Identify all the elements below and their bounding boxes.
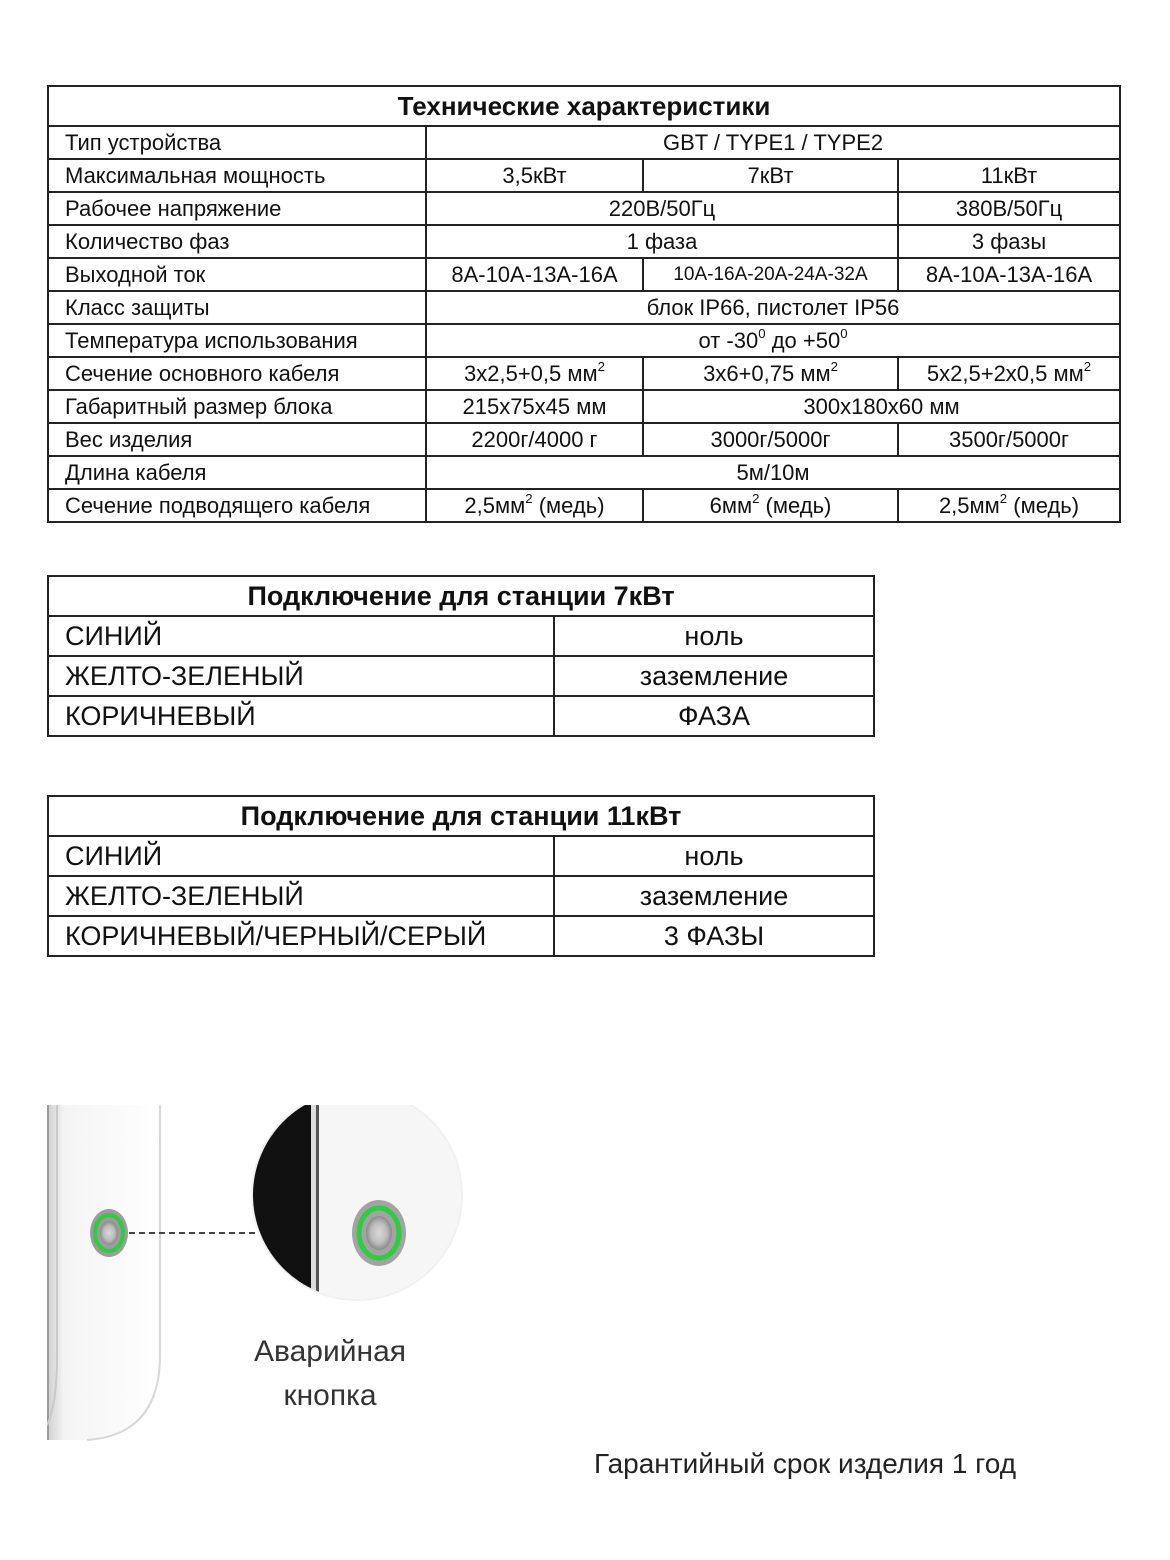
warranty-note: Гарантийный срок изделия 1 год [594, 1448, 1017, 1479]
table-row [48, 159, 1120, 192]
label-line: Аварийная [254, 1335, 406, 1368]
cell-value: 300х180х60 мм [643, 390, 1120, 423]
cable-section: 3х6+0,75 мм [703, 361, 831, 386]
connection-table-title: Подключение для станции 7кВт [48, 576, 874, 616]
table-row [48, 192, 1120, 225]
row-label: Длина кабеля [48, 456, 426, 489]
wire-color: КОРИЧНЕВЫЙ/ЧЕРНЫЙ/СЕРЫЙ [48, 916, 554, 956]
material: (медь) [759, 493, 832, 518]
cable-section: 6мм [709, 493, 753, 518]
table-row [48, 291, 1120, 324]
device-type-value: GBT / TYPE1 / TYPE2 [426, 126, 1120, 159]
cell-value [643, 357, 898, 390]
connection-table-11kw [47, 795, 875, 957]
cable-section: 2,5мм [464, 493, 526, 518]
cell-value: 8А-10А-13А-16А [898, 258, 1120, 291]
cell-value [898, 357, 1120, 390]
label-line: кнопка [283, 1379, 377, 1412]
table-row [48, 423, 1120, 456]
cell-value: 5м/10м [426, 456, 1120, 489]
cell-value [898, 489, 1120, 522]
cell-value: 7кВт [643, 159, 898, 192]
row-label: Количество фаз [48, 225, 426, 258]
square-sup: 2 [999, 490, 1008, 506]
cell-value: 8А-10А-13А-16А [426, 258, 643, 291]
table-row [48, 456, 1120, 489]
square-sup: 2 [830, 358, 838, 374]
wire-role: 3 ФАЗЫ [554, 916, 874, 956]
table-row [48, 258, 1120, 291]
cell-value: 380В/50Гц [898, 192, 1120, 225]
cell-value [426, 357, 643, 390]
cell-value: 1 фаза [426, 225, 898, 258]
wire-color: СИНИЙ [48, 836, 554, 876]
cell-value: 11кВт [898, 159, 1120, 192]
cell-value: 3500г/5000г [898, 423, 1120, 456]
cell-value: 2200г/4000 г [426, 423, 643, 456]
connection-table-title: Подключение для станции 11кВт [48, 796, 874, 836]
cable-section: 3х2,5+0,5 мм [464, 361, 598, 386]
row-label: Класс защиты [48, 291, 426, 324]
cable-section: 2,5мм [938, 493, 1000, 518]
cell-value: 215х75х45 мм [426, 390, 643, 423]
table-row [48, 876, 874, 916]
square-sup: 2 [525, 490, 533, 506]
temp-from: от -30 [698, 328, 759, 353]
wire-color: ЖЕЛТО-ЗЕЛЕНЫЙ [48, 656, 554, 696]
square-sup: 2 [597, 358, 605, 374]
material: (медь) [1007, 493, 1080, 518]
charger-body [47, 1105, 160, 1440]
square-sup: 2 [752, 490, 760, 506]
cell-value: 3000г/5000г [643, 423, 898, 456]
table-row [48, 390, 1120, 423]
wire-role: заземление [554, 656, 874, 696]
table-row [48, 616, 874, 656]
zoom-circle [247, 1105, 467, 1325]
row-label: Выходной ток [48, 258, 426, 291]
wire-role: ноль [554, 836, 874, 876]
temperature-range [426, 324, 1120, 357]
cell-value: 3,5кВт [426, 159, 643, 192]
wire-role: ФАЗА [554, 696, 874, 736]
row-label: Температура использования [48, 324, 426, 357]
table-row [48, 916, 874, 956]
wire-color: ЖЕЛТО-ЗЕЛЕНЫЙ [48, 876, 554, 916]
table-row [48, 225, 1120, 258]
cell-value [426, 489, 643, 522]
wire-color: КОРИЧНЕВЫЙ [48, 696, 554, 736]
table-row [48, 126, 1120, 159]
cable-section: 5х2,5+2х0,5 мм [926, 361, 1084, 386]
row-label: Габаритный размер блока [48, 390, 426, 423]
row-label: Рабочее напряжение [48, 192, 426, 225]
table-row [48, 357, 1120, 390]
row-label: Сечение подводящего кабеля [48, 489, 426, 522]
cell-value [643, 489, 898, 522]
degree-sup: 0 [758, 325, 766, 341]
row-label: Сечение основного кабеля [48, 357, 426, 390]
row-label: Тип устройства [48, 126, 426, 159]
table-row [48, 489, 1120, 522]
wire-color: СИНИЙ [48, 616, 554, 656]
emergency-button-icon [90, 1209, 128, 1257]
table-row [48, 696, 874, 736]
wire-role: заземление [554, 876, 874, 916]
row-label: Вес изделия [48, 423, 426, 456]
material: (медь) [532, 493, 605, 518]
temp-to: до +50 [765, 328, 841, 353]
emergency-button-label [230, 1330, 430, 1418]
cell-value: 3 фазы [898, 225, 1120, 258]
table-row [48, 836, 874, 876]
square-sup: 2 [1083, 358, 1092, 374]
spec-title-row [48, 86, 1120, 126]
cell-value: 220В/50Гц [426, 192, 898, 225]
cell-value: 10А-16А-20А-24А-32А [643, 258, 898, 291]
table-row [48, 656, 874, 696]
connection-table-7kw [47, 575, 875, 737]
spec-table [47, 85, 1121, 523]
cell-value: блок IP66, пистолет IP56 [426, 291, 1120, 324]
degree-sup: 0 [840, 325, 848, 341]
spec-table-title: Технические характеристики [48, 86, 1120, 126]
table-row [48, 324, 1120, 357]
row-label: Максимальная мощность [48, 159, 426, 192]
wire-role: ноль [554, 616, 874, 656]
